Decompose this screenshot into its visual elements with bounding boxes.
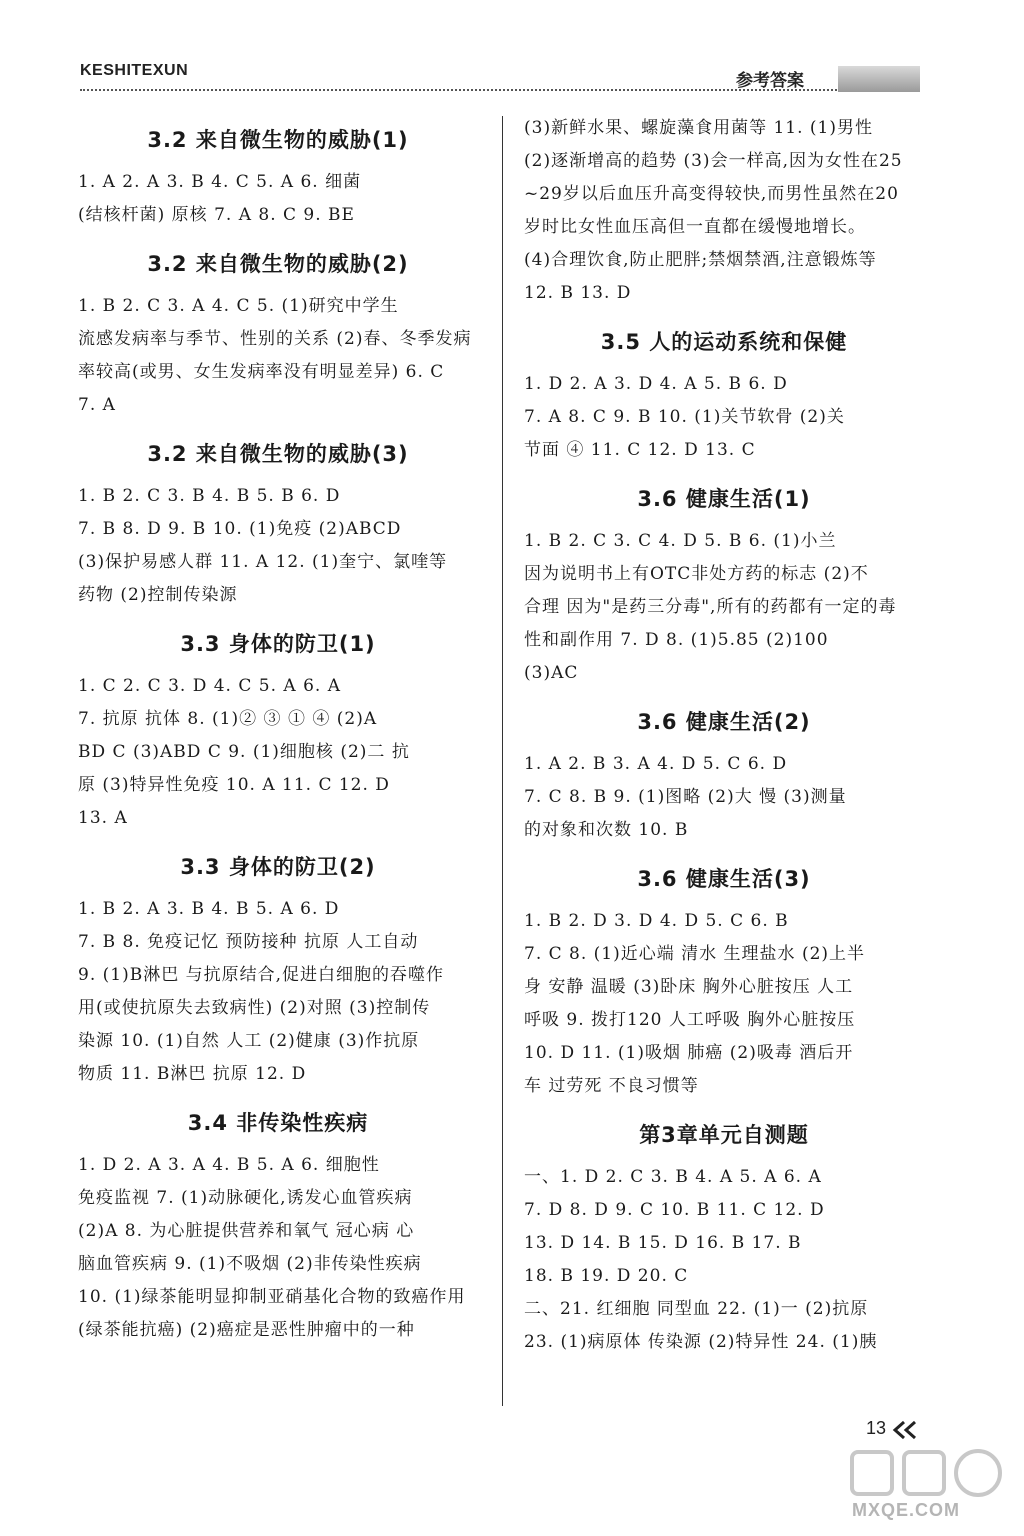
answer-line: 23. (1)病原体 传染源 (2)特异性 24. (1)胰 (524, 1332, 878, 1352)
right-column (524, 112, 924, 1359)
answer-line: (2)逐渐增高的趋势 (3)会一样高,因为女性在25 (524, 151, 903, 171)
answer-line: 1. A 2. A 3. B 4. C 5. A 6. 细菌 (78, 172, 362, 192)
answer-line: 1. A 2. B 3. A 4. D 5. C 6. D (524, 754, 788, 774)
left-column (78, 112, 478, 1347)
answer-line: 1. B 2. C 3. A 4. C 5. (1)研究中学生 (78, 296, 399, 316)
section-title: 3.6 健康生活(2) (637, 710, 811, 734)
answer-line: 7. D 8. D 9. C 10. B 11. C 12. D (524, 1200, 825, 1220)
answer-line: (绿茶能抗癌) (2)癌症是恶性肿瘤中的一种 (78, 1320, 415, 1340)
answer-line: 一、1. D 2. C 3. B 4. A 5. A 6. A (524, 1167, 822, 1187)
answer-line: 7. A (78, 395, 116, 415)
answer-line: 流感发病率与季节、性别的关系 (2)春、冬季发病 (78, 329, 472, 349)
answer-line: 10. (1)绿茶能明显抑制亚硝基化合物的致癌作用 (78, 1287, 466, 1307)
answer-line: 性和副作用 7. D 8. (1)5.85 (2)100 (524, 630, 829, 650)
answer-line: BD C (3)ABD C 9. (1)细胞核 (2)二 抗 (78, 742, 410, 762)
page-number: 13 (866, 1418, 887, 1438)
answer-line: 二、21. 红细胞 同型血 22. (1)一 (2)抗原 (524, 1299, 869, 1319)
answer-line: 1. C 2. C 3. D 4. C 5. A 6. A (78, 676, 341, 696)
section-title: 3.6 健康生活(3) (637, 867, 811, 891)
answer-line: 原 (3)特异性免疫 10. A 11. C 12. D (78, 775, 390, 795)
answer-line: 1. B 2. C 3. C 4. D 5. B 6. (1)小兰 (524, 531, 837, 551)
answer-line: 节面 ④ 11. C 12. D 13. C (524, 440, 756, 460)
answer-line: (4)合理饮食,防止肥胖;禁烟禁酒,注意锻炼等 (524, 250, 877, 270)
watermark-text: MXQE.COM (852, 1500, 961, 1520)
answer-line: 7. B 8. 免疫记忆 预防接种 抗原 人工自动 (78, 932, 419, 952)
answer-line: 车 过劳死 不良习惯等 (524, 1076, 699, 1096)
answer-line: 12. B 13. D (524, 283, 632, 303)
section-title: 3.5 人的运动系统和保健 (600, 330, 848, 354)
answer-line: 1. B 2. A 3. B 4. B 5. A 6. D (78, 899, 340, 919)
section-title: 第3章单元自测题 (639, 1123, 809, 1147)
answer-line: 物质 11. B淋巴 抗原 12. D (78, 1064, 307, 1084)
answer-line: (3)保护易感人群 11. A 12. (1)奎宁、氯喹等 (78, 552, 448, 572)
answer-line: 13. D 14. B 15. D 16. B 17. B (524, 1233, 802, 1253)
answer-line: 脑血管疾病 9. (1)不吸烟 (2)非传染性疾病 (78, 1254, 422, 1274)
answer-line: 的对象和次数 10. B (524, 820, 689, 840)
answer-line: 率较高(或男、女生发病率没有明显差异) 6. C (78, 362, 445, 382)
header-dotted-rule (80, 89, 840, 91)
answer-line: 13. A (78, 808, 128, 828)
answer-line: (3)AC (524, 663, 579, 683)
answer-line: 合理 因为"是药三分毒",所有的药都有一定的毒 (524, 597, 897, 617)
answer-line: 1. D 2. A 3. D 4. A 5. B 6. D (524, 374, 788, 394)
answer-line: 染源 10. (1)自然 人工 (2)健康 (3)作抗原 (78, 1031, 420, 1051)
answer-line: 9. (1)B淋巴 与抗原结合,促进白细胞的吞噬作 (78, 965, 445, 985)
answer-line: 1. B 2. D 3. D 4. D 5. C 6. B (524, 911, 789, 931)
answer-line: 10. D 11. (1)吸烟 肺癌 (2)吸毒 酒后开 (524, 1043, 854, 1063)
answer-line: 身 安静 温暖 (3)卧床 胸外心脏按压 人工 (524, 977, 854, 997)
answer-line: 呼吸 9. 拨打120 人工呼吸 胸外心脏按压 (524, 1010, 856, 1030)
answer-line: (2)A 8. 为心脏提供营养和氧气 冠心病 心 (78, 1221, 415, 1241)
answer-line: 18. B 19. D 20. C (524, 1266, 689, 1286)
section-title: 3.3 身体的防卫(1) (180, 632, 376, 656)
answer-line: 7. C 8. (1)近心端 清水 生理盐水 (2)上半 (524, 944, 866, 964)
answer-line: 岁时比女性血压高但一直都在缓慢地增长。 (524, 217, 866, 237)
answer-line: 免疫监视 7. (1)动脉硬化,诱发心血管疾病 (78, 1188, 413, 1208)
answer-stamp-icon (848, 1446, 1008, 1502)
column-divider (502, 116, 503, 1406)
answer-line: 药物 (2)控制传染源 (78, 585, 238, 605)
header-brand: KESHITEXUN (80, 62, 189, 79)
answer-line: ~29岁以后血压升高变得较快,而男性虽然在20 (524, 184, 899, 204)
answer-line: 因为说明书上有OTC非处方药的标志 (2)不 (524, 564, 869, 584)
section-title: 3.2 来自微生物的威胁(3) (147, 442, 409, 466)
answer-line: 1. B 2. C 3. B 4. B 5. B 6. D (78, 486, 341, 506)
answer-line: 7. B 8. D 9. B 10. (1)免疫 (2)ABCD (78, 519, 402, 539)
double-chevron-left-icon (892, 1420, 918, 1440)
section-title: 3.2 来自微生物的威胁(2) (147, 252, 409, 276)
header-title: 参考答案 (736, 71, 804, 91)
answer-line: 7. C 8. B 9. (1)图略 (2)大 慢 (3)测量 (524, 787, 847, 807)
section-title: 3.2 来自微生物的威胁(1) (147, 128, 409, 152)
section-title: 3.4 非传染性疾病 (187, 1111, 369, 1135)
answer-line: (结核杆菌) 原核 7. A 8. C 9. BE (78, 205, 355, 225)
answer-line: 7. 抗原 抗体 8. (1)② ③ ① ④ (2)A (78, 709, 378, 729)
answer-line: 1. D 2. A 3. A 4. B 5. A 6. 细胞性 (78, 1155, 380, 1175)
answer-line: 用(或使抗原失去致病性) (2)对照 (3)控制传 (78, 998, 431, 1018)
section-title: 3.6 健康生活(1) (637, 487, 811, 511)
answer-line: 7. A 8. C 9. B 10. (1)关节软骨 (2)关 (524, 407, 845, 427)
answer-line: (3)新鲜水果、螺旋藻食用菌等 11. (1)男性 (524, 118, 874, 138)
section-title: 3.3 身体的防卫(2) (180, 855, 376, 879)
header-gray-tab (838, 66, 920, 92)
